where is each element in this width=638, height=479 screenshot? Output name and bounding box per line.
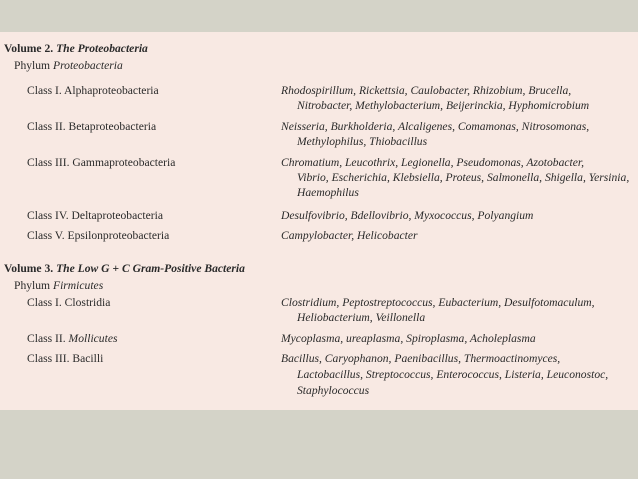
genera-line: Haemophilus — [297, 186, 359, 199]
volume2-phylum: Phylum Proteobacteria — [14, 59, 123, 72]
genera-line: Clostridium, Peptostreptococcus, Eubacterium, Desulfotomaculum, — [281, 296, 595, 309]
class-label: Class V. Epsilonproteobacteria — [27, 229, 170, 242]
class-label: Class II. Betaproteobacteria — [27, 120, 157, 133]
genera-line: Bacillus, Caryophanon, Paenibacillus, Thermoactinomyces, — [281, 352, 561, 365]
genera-line: Staphylococcus — [297, 384, 370, 397]
genera-line: Neisseria, Burkholderia, Alcaligenes, Comamonas, Nitrosomonas, — [281, 120, 590, 133]
genera-line: Rhodospirillum, Rickettsia, Caulobacter, Rhizobium, Brucella, — [281, 84, 572, 97]
genera-line: Mycoplasma, ureaplasma, Spiroplasma, Acholeplasma — [281, 332, 536, 345]
genera-line: Campylobacter, Helicobacter — [281, 229, 418, 242]
class-label: Class I. Clostridia — [27, 296, 111, 309]
genera-line: Lactobacillus, Streptococcus, Enterococcus, Listeria, Leuconostoc, — [297, 368, 609, 381]
class-label: Class II. Mollicutes — [27, 332, 118, 345]
genera-line: Heliobacterium, Veillonella — [297, 311, 426, 324]
genera-line: Nitrobacter, Methylobacterium, Beijerinckia, Hyphomicrobium — [297, 99, 590, 112]
class-label: Class I. Alphaproteobacteria — [27, 84, 159, 97]
volume3-title: Volume 3. The Low G + C Gram-Positive Bacteria — [4, 262, 245, 275]
class-label: Class IV. Deltaproteobacteria — [27, 209, 163, 222]
genera-line: Desulfovibrio, Bdellovibrio, Myxococcus, Polyangium — [281, 209, 534, 222]
genera-line: Methylophilus, Thiobacillus — [297, 135, 428, 148]
class-label: Class III. Bacilli — [27, 352, 104, 365]
genera-line: Chromatium, Leucothrix, Legionella, Pseudomonas, Azotobacter, — [281, 156, 585, 169]
volume2-title: Volume 2. The Proteobacteria — [4, 42, 148, 55]
class-label: Class III. Gammaproteobacteria — [27, 156, 176, 169]
volume3-phylum: Phylum Firmicutes — [14, 279, 104, 292]
genera-line: Vibrio, Escherichia, Klebsiella, Proteus, Salmonella, Shigella, Yersinia, — [297, 171, 630, 184]
